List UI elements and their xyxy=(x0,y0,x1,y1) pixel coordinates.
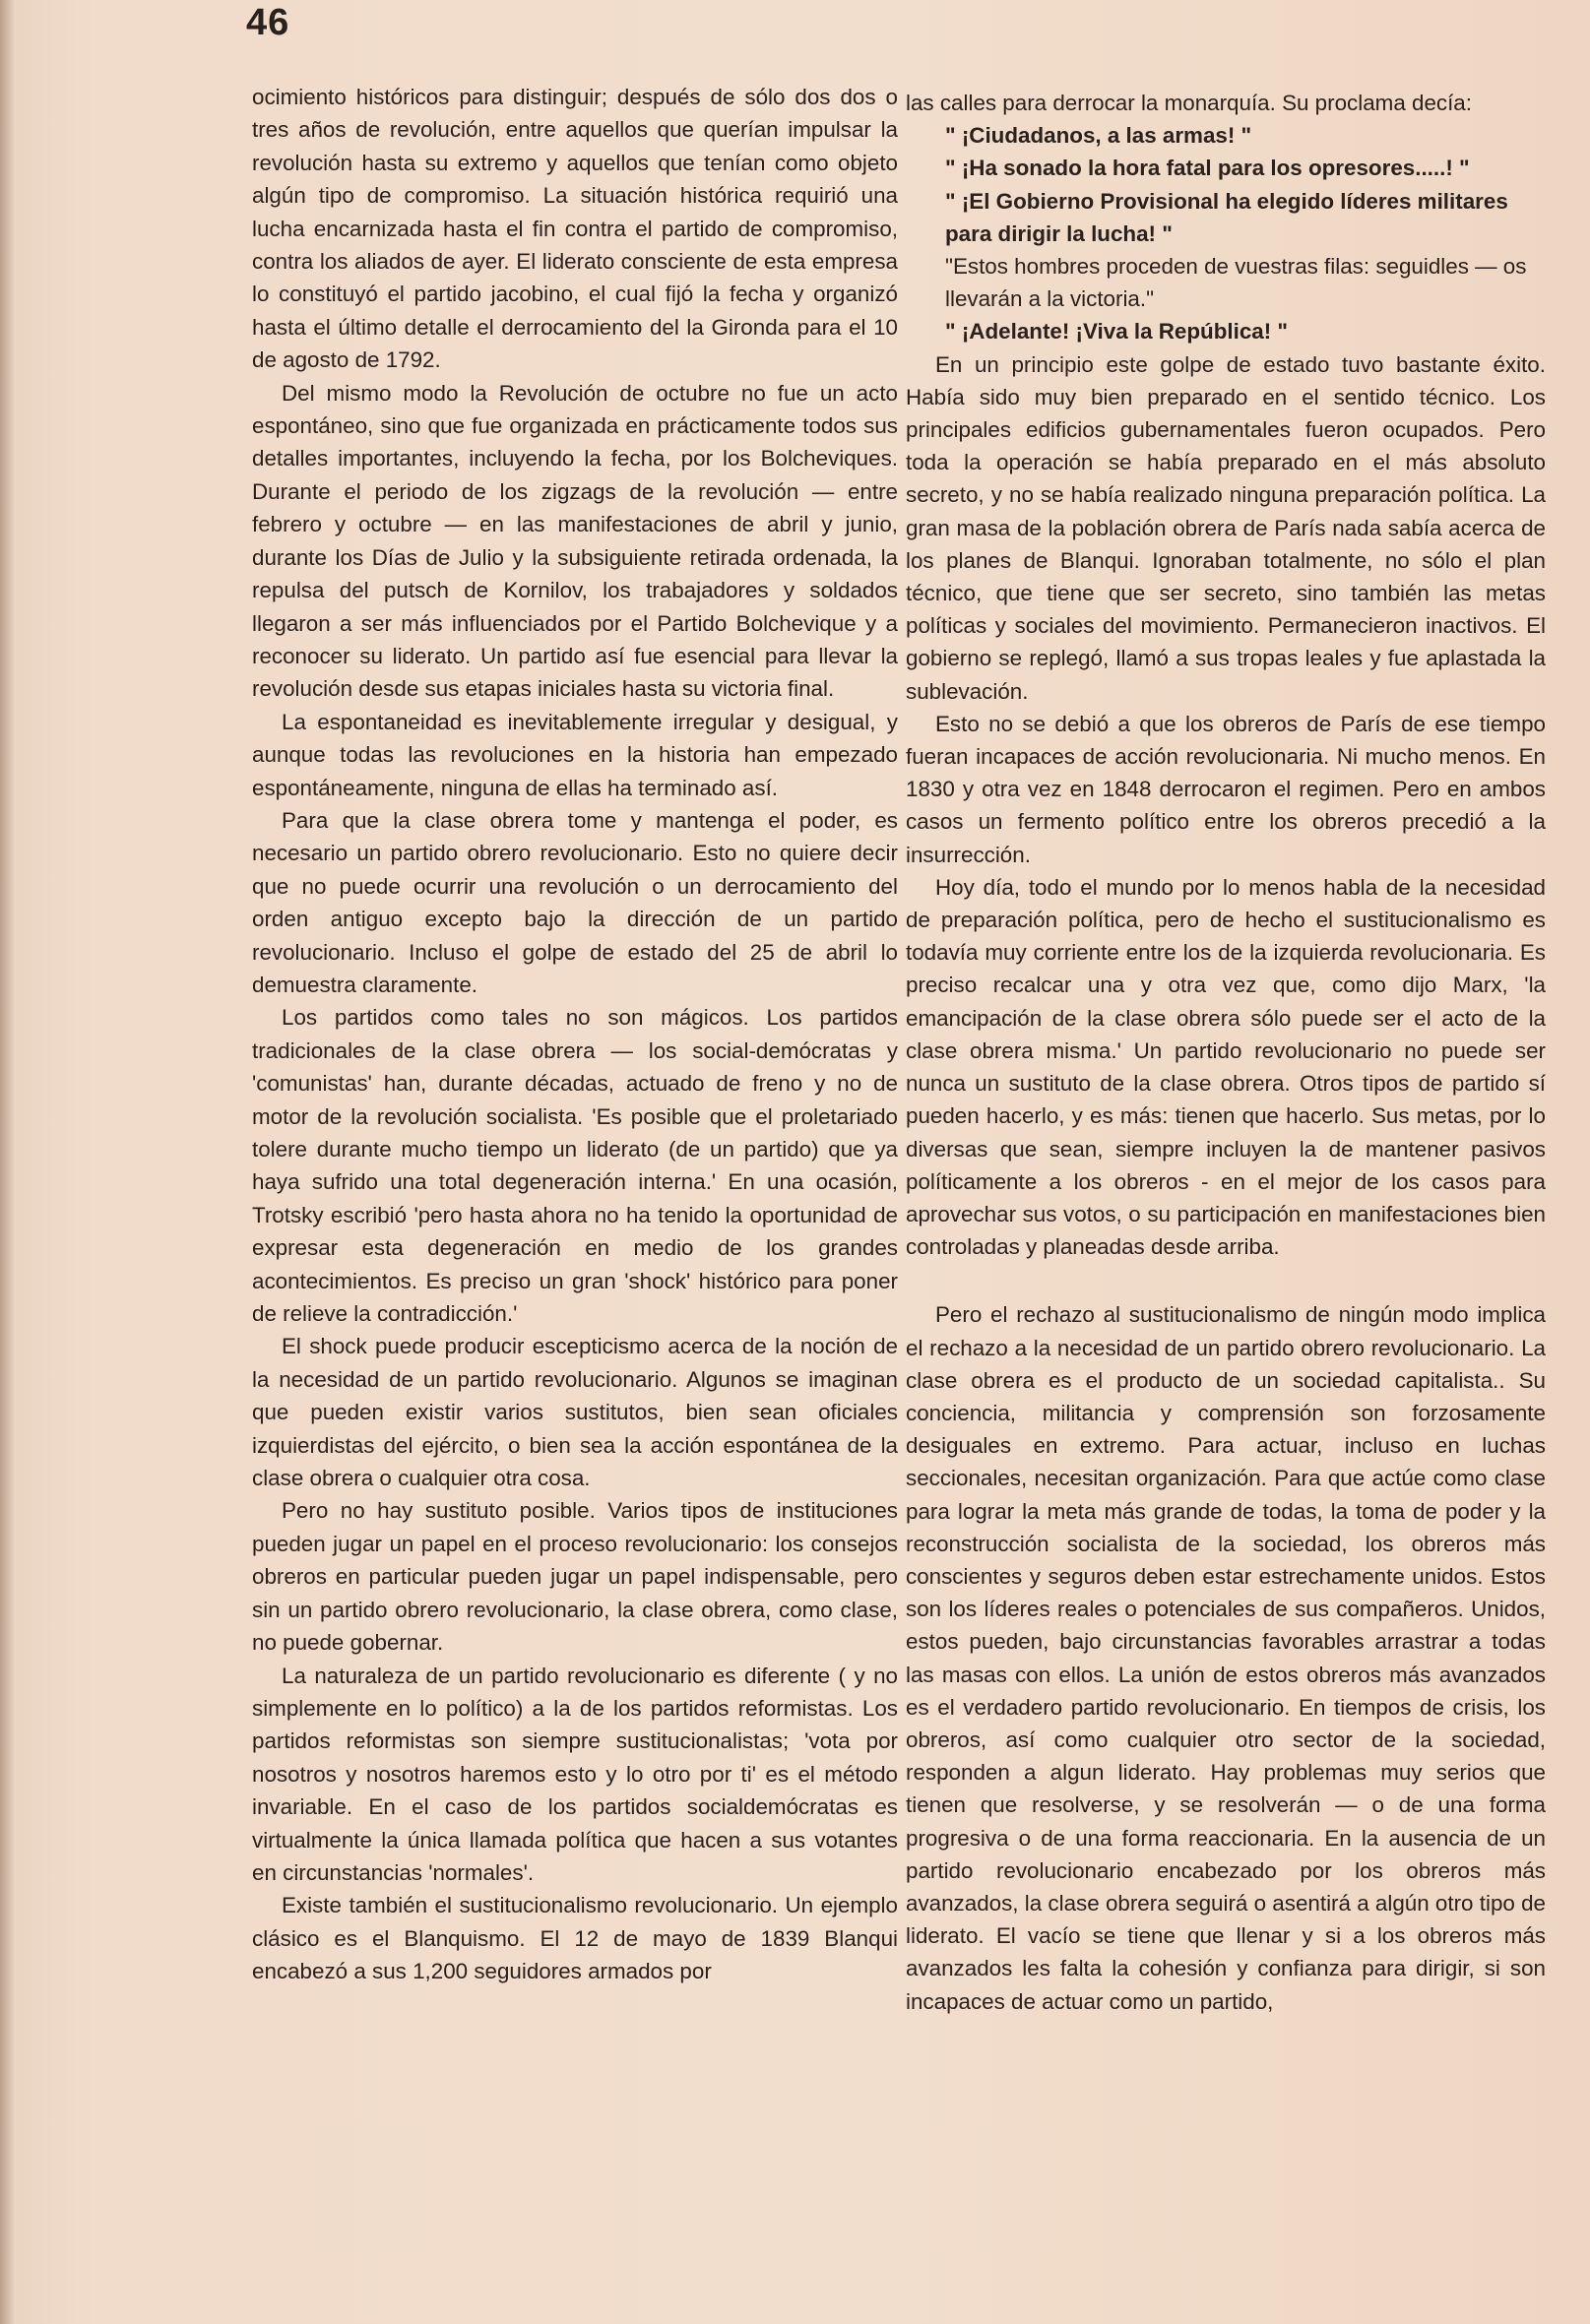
paragraph: Los partidos como tales no son mágicos. Los partidos tradicionales de la clase obrera — los social-demócratas y 'comunistas' han, durante décadas, actuado de freno y no de motor de la revolución socialista. 'Es posible que el proletariado tolere durante mucho tiempo un liderato (de un partido) que ya haya sufrido una total degeneración interna.' En una ocasión, Trotsky escribió 'pero hasta ahora no ha tenido la oportunidad de expresar esta degeneración en medio de los grandes acontecimientos. Es preciso un gran 'shock' histórico para poner de relieve la contradicción.' xyxy=(252,1005,898,1327)
paragraph: En un principio este golpe de estado tuvo bastante éxito. Había sido muy bien preparado en el sentido técnico. Los principales edificios gubernamentales fueron ocupados. Pero toda la operación se había preparado en el más absoluto secreto, y no se había realizado ninguna preparación política. La gran masa de la población obrera de París nada sabía acerca de los planes de Blanqui. Ignoraban totalmente, no sólo el plan técnico, que tiene que ser secreto, sino también las metas políticas y sociales del movimiento. Permanecieron inactivos. El gobierno se replegó, llamó a sus tropas leales y fue aplastada la sublevación. xyxy=(906,351,1546,704)
paragraph: La espontaneidad es inevitablemente irregular y desigual, y aunque todas las revoluciones en la historia han empezado espontáneamente, ninguna de ellas ha terminado así. xyxy=(252,709,898,800)
proclamation-quote: " ¡Ha sonado la hora fatal para los opresores.....! " xyxy=(945,156,1470,181)
page-edge-shadow xyxy=(0,0,14,2324)
right-column xyxy=(906,87,1546,2018)
proclamation-quote: " ¡Ciudadanos, a las armas! " xyxy=(945,123,1252,149)
proclamation-quote: " ¡Adelante! ¡Viva la República! " xyxy=(945,319,1289,345)
page-number: 46 xyxy=(246,2,290,43)
section-gap xyxy=(906,1263,1546,1298)
paragraph: Hoy día, todo el mundo por lo menos habla de la necesidad de preparación política, pero de hecho el sustitucionalismo es todavía muy corriente entre los de la izquierda revolucionaria. Es preciso recalcar una y otra vez que, como dijo Marx, 'la emancipación de la clase obrera sólo puede ser el acto de la clase obrera misma.' Un partido revolucionario no puede ser nunca un sustituto de la clase obrera. Otros tipos de partido sí pueden hacerlo, y es más: tienen que hacerlo. Sus metas, por lo diversas que sean, siempre incluyen la de mantener pasivos políticamente a los obreros - en el mejor de los casos para aprovechar sus votos, o su participación en manifestaciones bien controladas y planeadas desde arriba. xyxy=(906,874,1546,1260)
paragraph: La naturaleza de un partido revolucionario es diferente ( y no simplemente en lo político) a la de los partidos reformistas. Los partidos reformistas son siempre sustitucionalistas; 'vota por nosotros y nosotros haremos esto y lo otro por ti' es el método invariable. En el caso de los partidos socialdemócratas es virtualmente la única llamada política que hacen a sus votantes en circunstancias 'normales'. xyxy=(252,1663,898,1885)
paragraph: Esto no se debió a que los obreros de París de ese tiempo fueran incapaces de acción revolucionaria. Ni mucho menos. En 1830 y otra vez en 1848 derrocaron el regimen. Pero en ambos casos un fermento político entre los obreros precedió a la insurrección. xyxy=(906,711,1546,867)
paragraph: las calles para derrocar la monarquía. Su proclama decía: xyxy=(906,91,1472,115)
paragraph: Pero no hay sustituto posible. Varios tipos de instituciones pueden jugar un papel en el proceso revolucionario: los consejos obreros en particular pueden jugar un papel indispensable, pero sin un partido obrero revolucionario, la clase obrera, como clase, no puede gobernar. xyxy=(252,1498,898,1656)
paragraph: Para que la clase obrera tome y mantenga el poder, es necesario un partido obrero revolucionario. Esto no quiere decir que no puede ocurrir una revolución o un derrocamiento del orden antiguo excepto bajo la dirección de un partido revolucionario. Incluso el golpe de estado del 25 de abril lo demuestra claramente. xyxy=(252,807,898,997)
paragraph: Existe también el sustitucionalismo revolucionario. Un ejemplo clásico es el Blanquismo. El 12 de mayo de 1839 Blanqui encabezó a sus 1,200 seguidores armados por xyxy=(252,1893,898,1984)
left-column xyxy=(252,81,898,1988)
paragraph: El shock puede producir escepticismo acerca de la noción de la necesidad de un partido revolucionario. Algunos se imaginan que pueden existir varios sustitutos, bien sean oficiales izquierdistas del ejército, o bien sea la acción espontánea de la clase obrera o cualquier otra cosa. xyxy=(252,1334,898,1491)
paragraph: ocimiento históricos para distinguir; después de sólo dos dos o tres años de revolución, entre aquellos que querían impulsar la revolución hasta su extremo y aquellos que tenían como objeto algún tipo de compromiso. La situación histórica requirió una lucha encarnizada hasta el fin contra el partido de compromiso, contra los aliados de ayer. El liderato consciente de esta empresa lo constituyó el partido jacobino, el cual fijó la fecha y organizó hasta el último detalle el derrocamiento del la Gironda para el 10 de agosto de 1792. xyxy=(252,85,898,373)
paragraph: Pero el rechazo al sustitucionalismo de ningún modo implica el rechazo a la necesidad de un partido obrero revolucionario. La clase obrera es el producto de un sociedad capitalista.. Su conciencia, militancia y comprensión son forzosamente desiguales en extremo. Para actuar, incluso en luchas seccionales, necesitan organización. Para que actúe como clase para lograr la meta más grande de todas, la toma de poder y la reconstrucción socialista de la sociedad, los obreros más conscientes y seguros deben estar estrechamente unidos. Estos son los líderes reales o potenciales de sus compañeros. Unidos, estos pueden, bajo circunstancias favorables arrastrar a todas las masas con ellos. La unión de estos obreros más avanzados es el verdadero partido revolucionario. En tiempos de crisis, los obreros, así como cualquier otro sector de la sociedad, responden a algun liderato. Hay problemas muy serios que tienen que resolverse, y se resolverán — o de una forma progresiva o de una forma reaccionaria. En la ausencia de un partido revolucionario encabezado por los obreros más avanzados, la clase obrera seguirá o asentirá a algún otro tipo de liderato. El vacío se tiene que llenar y si a los obreros más avanzados les falta la cohesión y confianza para dirigir, si son incapaces de actuar como un partido, xyxy=(906,1302,1546,2014)
paragraph: Del mismo modo la Revolución de octubre no fue un acto espontáneo, sino que fue organizada en prácticamente todos sus detalles importantes, incluyendo la fecha, por los Bolcheviques. Durante el periodo de los zigzags de la revolución — entre febrero y octubre — en las manifestaciones de abril y junio, durante los Días de Julio y la subsiguiente retirada ordenada, la repulsa del putsch de Kornilov, los trabajadores y soldados llegaron a ser más influenciados por el Partido Bolchevique y a reconocer su liderato. Un partido así fue esencial para llevar la revolución desde sus etapas iniciales hasta su victoria final. xyxy=(252,380,898,702)
proclamation-quote: "Estos hombres proceden de vuestras filas: seguidles — os llevarán a la victoria." xyxy=(945,254,1527,312)
proclamation-quote: " ¡El Gobierno Provisional ha elegido líderes militares para dirigir la lucha! " xyxy=(945,188,1508,246)
